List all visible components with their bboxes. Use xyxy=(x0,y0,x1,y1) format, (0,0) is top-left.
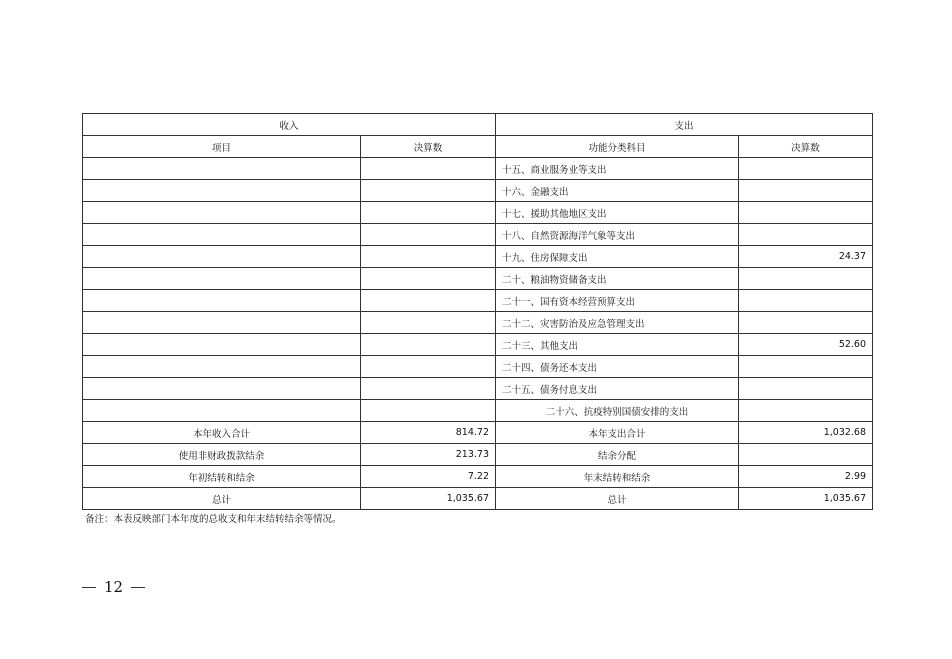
income-item-cell xyxy=(83,246,361,268)
income-value-cell: 814.72 xyxy=(361,422,496,444)
table-row xyxy=(83,334,873,356)
income-item-cell xyxy=(83,312,361,334)
expense-item-cell: 十七、援助其他地区支出 xyxy=(496,202,739,224)
expense-label-cell: 结余分配 xyxy=(496,444,739,466)
item-header: 项目 xyxy=(83,136,361,158)
income-label-cell: 总计 xyxy=(83,488,361,510)
income-label-cell: 年初结转和结余 xyxy=(83,466,361,488)
table-row xyxy=(83,202,873,224)
table-row xyxy=(83,400,873,422)
summary-row xyxy=(83,422,873,444)
table-row xyxy=(83,312,873,334)
dash-left xyxy=(82,587,96,588)
income-value-cell xyxy=(361,158,496,180)
expense-item-cell: 十九、住房保障支出 xyxy=(496,246,739,268)
income-value-cell xyxy=(361,180,496,202)
income-label-cell: 使用非财政拨款结余 xyxy=(83,444,361,466)
income-item-cell xyxy=(83,268,361,290)
expense-item-cell: 二十五、债务付息支出 xyxy=(496,378,739,400)
income-item-cell xyxy=(83,202,361,224)
final-amount-header: 决算数 xyxy=(361,136,496,158)
expense-value-cell xyxy=(739,224,873,246)
expense-item-cell: 二十六、抗疫特别国债安排的支出 xyxy=(496,400,739,422)
income-value-cell xyxy=(361,202,496,224)
expense-value-cell: 2.99 xyxy=(739,466,873,488)
expense-value-cell xyxy=(739,400,873,422)
expense-item-cell: 二十三、其他支出 xyxy=(496,334,739,356)
table-note: 备注：本表反映部门本年度的总收支和年末结转结余等情况。 xyxy=(85,514,342,525)
income-header: 收入 xyxy=(83,114,496,136)
expense-label-cell: 本年支出合计 xyxy=(496,422,739,444)
expense-value-cell: 1,035.67 xyxy=(739,488,873,510)
table-row xyxy=(83,268,873,290)
income-value-cell xyxy=(361,312,496,334)
income-item-cell xyxy=(83,224,361,246)
func-category-header: 功能分类科目 xyxy=(496,136,739,158)
expense-value-cell xyxy=(739,268,873,290)
income-item-cell xyxy=(83,334,361,356)
header-row-1 xyxy=(83,114,873,136)
income-value-cell xyxy=(361,400,496,422)
income-value-cell xyxy=(361,224,496,246)
page-number-text: 12 xyxy=(104,578,124,596)
table-row xyxy=(83,224,873,246)
income-value-cell: 7.22 xyxy=(361,466,496,488)
expense-value-cell xyxy=(739,158,873,180)
expense-label-cell: 年末结转和结余 xyxy=(496,466,739,488)
income-value-cell xyxy=(361,334,496,356)
income-item-cell xyxy=(83,400,361,422)
final-amount-header-2: 决算数 xyxy=(739,136,873,158)
expense-value-cell xyxy=(739,356,873,378)
expense-value-cell xyxy=(739,202,873,224)
income-item-cell xyxy=(83,356,361,378)
income-value-cell: 1,035.67 xyxy=(361,488,496,510)
expense-value-cell xyxy=(739,180,873,202)
income-value-cell xyxy=(361,356,496,378)
income-item-cell xyxy=(83,378,361,400)
expense-item-cell: 十八、自然资源海洋气象等支出 xyxy=(496,224,739,246)
budget-summary-table xyxy=(82,113,873,510)
expense-header: 支出 xyxy=(496,114,873,136)
expense-value-cell: 24.37 xyxy=(739,246,873,268)
expense-value-cell xyxy=(739,378,873,400)
expense-value-cell: 1,032.68 xyxy=(739,422,873,444)
income-item-cell xyxy=(83,180,361,202)
income-value-cell xyxy=(361,290,496,312)
table-row xyxy=(83,356,873,378)
expense-item-cell: 二十二、灾害防治及应急管理支出 xyxy=(496,312,739,334)
table-row xyxy=(83,246,873,268)
header-row-2 xyxy=(83,136,873,158)
expense-value-cell: 52.60 xyxy=(739,334,873,356)
expense-item-cell: 十六、金融支出 xyxy=(496,180,739,202)
table-row xyxy=(83,290,873,312)
table-row xyxy=(83,378,873,400)
income-value-cell xyxy=(361,378,496,400)
table-row xyxy=(83,180,873,202)
expense-value-cell xyxy=(739,290,873,312)
page-number xyxy=(82,578,145,596)
expense-value-cell xyxy=(739,312,873,334)
dash-right xyxy=(131,587,145,588)
expense-label-cell: 总计 xyxy=(496,488,739,510)
expense-value-cell xyxy=(739,444,873,466)
expense-item-cell: 二十一、国有资本经营预算支出 xyxy=(496,290,739,312)
income-item-cell xyxy=(83,158,361,180)
income-value-cell: 213.73 xyxy=(361,444,496,466)
summary-row xyxy=(83,444,873,466)
summary-row xyxy=(83,488,873,510)
expense-item-cell: 二十、粮油物资储备支出 xyxy=(496,268,739,290)
income-value-cell xyxy=(361,246,496,268)
expense-item-cell: 十五、商业服务业等支出 xyxy=(496,158,739,180)
summary-row xyxy=(83,466,873,488)
income-label-cell: 本年收入合计 xyxy=(83,422,361,444)
expense-item-cell: 二十四、债务还本支出 xyxy=(496,356,739,378)
income-item-cell xyxy=(83,290,361,312)
income-value-cell xyxy=(361,268,496,290)
table-row xyxy=(83,158,873,180)
